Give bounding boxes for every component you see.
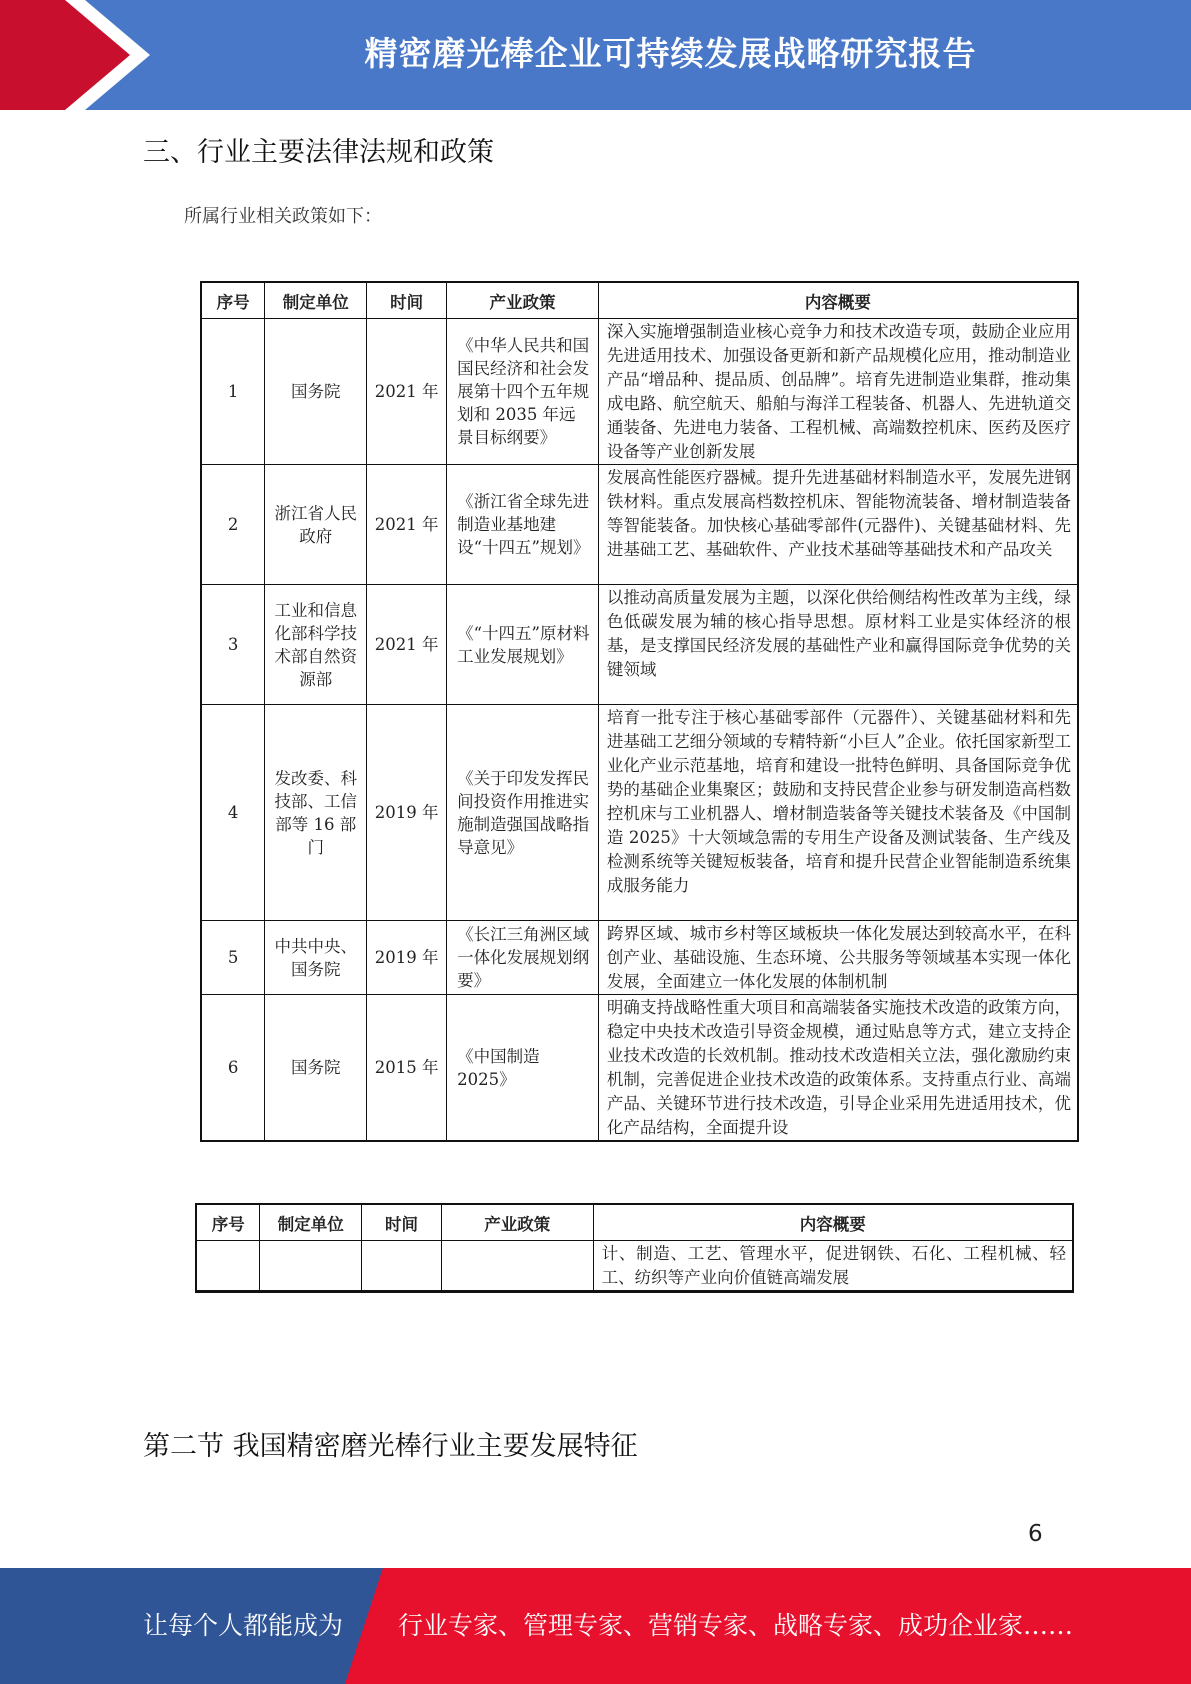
section-heading-2: 第二节 我国精密磨光棒行业主要发展特征 — [143, 1431, 638, 1462]
cell-policy: 《中华人民共和国国民经济和社会发展第十四个五年规划和 2035 年远景目标纲要》 — [447, 319, 599, 465]
cell-unit: 国务院 — [265, 995, 367, 1142]
cell-time: 2021 年 — [367, 585, 447, 705]
cell-time: 2021 年 — [367, 465, 447, 585]
cell-summary: 以推动高质量发展为主题，以深化供给侧结构性改革为主线，绿色低碳发展为辅的核心指导思想。原材料工业是实体经济的根基，是支撑国民经济发展的基础性产业和赢得国际竞争优势的关键领域 — [598, 585, 1078, 705]
table-header-row — [196, 1204, 1073, 1241]
page-number: 6 — [1028, 1521, 1043, 1547]
cell-no — [196, 1241, 260, 1292]
col-header-policy: 产业政策 — [447, 282, 599, 319]
cell-time: 2019 年 — [367, 705, 447, 921]
cell-unit: 浙江省人民政府 — [265, 465, 367, 585]
table-header-row — [201, 282, 1078, 319]
report-title: 精密磨光棒企业可持续发展战略研究报告 — [364, 34, 977, 73]
footer-slogan-left: 让每个人都能成为 — [143, 1611, 344, 1640]
cell-summary: 跨界区域、城市乡村等区域板块一体化发展达到较高水平，在科创产业、基础设施、生态环境、公共服务等领域基本实现一体化发展，全面建立一体化发展的体制机制 — [598, 921, 1078, 995]
cell-no: 6 — [201, 995, 265, 1142]
col-header-no: 序号 — [196, 1204, 260, 1241]
cell-time: 2021 年 — [367, 319, 447, 465]
table-row — [201, 465, 1078, 585]
col-header-summary: 内容概要 — [593, 1204, 1073, 1241]
policy-table — [200, 281, 1079, 1142]
chevron-red — [0, 0, 130, 110]
policy-table-continued — [195, 1203, 1074, 1293]
col-header-summary: 内容概要 — [598, 282, 1078, 319]
cell-summary: 明确支持战略性重大项目和高端装备实施技术改造的政策方向，稳定中央技术改造引导资金规模，通过贴息等方式，建立支持企业技术改造的长效机制。推动技术改造相关立法，强化激励约束机制，完善促进企业技术改造的政策体系。支持重点行业、高端产品、关键环节进行技术改造，引导企业采用先进适用技术，优化产品结构，全面提升设 — [598, 995, 1078, 1142]
cell-time: 2019 年 — [367, 921, 447, 995]
col-header-unit: 制定单位 — [265, 282, 367, 319]
table-row — [196, 1241, 1073, 1292]
cell-unit: 国务院 — [265, 319, 367, 465]
cell-unit: 工业和信息化部科学技术部自然资源部 — [265, 585, 367, 705]
col-header-policy: 产业政策 — [441, 1204, 593, 1241]
cell-time: 2015 年 — [367, 995, 447, 1142]
cell-unit: 中共中央、国务院 — [265, 921, 367, 995]
col-header-unit: 制定单位 — [260, 1204, 362, 1241]
intro-text: 所属行业相关政策如下： — [184, 206, 382, 227]
cell-policy — [441, 1241, 593, 1292]
cell-summary: 发展高性能医疗器械。提升先进基础材料制造水平，发展先进钢铁材料。重点发展高档数控机床、智能物流装备、增材制造装备等智能装备。加快核心基础零部件(元器件)、关键基础材料、先进基础工艺、基础软件、产业技术基础等基础技术和产品攻关 — [598, 465, 1078, 585]
cell-no: 5 — [201, 921, 265, 995]
cell-no: 1 — [201, 319, 265, 465]
cell-policy: 《“十四五”原材料工业发展规划》 — [447, 585, 599, 705]
col-header-time: 时间 — [367, 282, 447, 319]
footer-banner — [0, 1568, 1191, 1684]
cell-unit — [260, 1241, 362, 1292]
cell-policy: 《关于印发发挥民间投资作用推进实施制造强国战略指导意见》 — [447, 705, 599, 921]
cell-summary: 计、制造、工艺、管理水平，促进钢铁、石化、工程机械、轻工、纺织等产业向价值链高端发展 — [593, 1241, 1073, 1292]
table-row — [201, 319, 1078, 465]
table-row — [201, 995, 1078, 1142]
cell-policy: 《浙江省全球先进制造业基地建设“十四五”规划》 — [447, 465, 599, 585]
table-row — [201, 585, 1078, 705]
cell-no: 2 — [201, 465, 265, 585]
col-header-no: 序号 — [201, 282, 265, 319]
cell-summary: 培育一批专注于核心基础零部件（元器件）、关键基础材料和先进基础工艺细分领域的专精特新“小巨人”企业。依托国家新型工业化产业示范基地，培育和建设一批特色鲜明、具备国际竞争优势的基础企业集聚区；鼓励和支持民营企业参与研发制造高档数控机床与工业机器人、增材制造装备等关键技术装备及《中国制造 2025》十大领域急需的专用生产设备及测试装备、生产线及检测系统等关键短板装备，培育和提升民营企业智能制造系统集成服务能力 — [598, 705, 1078, 921]
cell-no: 4 — [201, 705, 265, 921]
col-header-time: 时间 — [362, 1204, 442, 1241]
cell-time — [362, 1241, 442, 1292]
cell-summary: 深入实施增强制造业核心竞争力和技术改造专项，鼓励企业应用先进适用技术、加强设备更新和新产品规模化应用，推动制造业产品“增品种、提品质、创品牌”。培育先进制造业集群，推动集成电路、航空航天、船舶与海洋工程装备、机器人、先进轨道交通装备、先进电力装备、工程机械、高端数控机床、医药及医疗设备等产业创新发展 — [598, 319, 1078, 465]
table-row — [201, 705, 1078, 921]
cell-policy: 《长江三角洲区域一体化发展规划纲要》 — [447, 921, 599, 995]
cell-policy: 《中国制造 2025》 — [447, 995, 599, 1142]
footer-slogan-right: 行业专家、管理专家、营销专家、战略专家、成功企业家…… — [398, 1611, 1074, 1640]
section-heading: 三、行业主要法律法规和政策 — [143, 137, 494, 168]
cell-no: 3 — [201, 585, 265, 705]
table-row — [201, 921, 1078, 995]
header-banner — [0, 0, 1191, 110]
cell-unit: 发改委、科技部、工信部等 16 部门 — [265, 705, 367, 921]
